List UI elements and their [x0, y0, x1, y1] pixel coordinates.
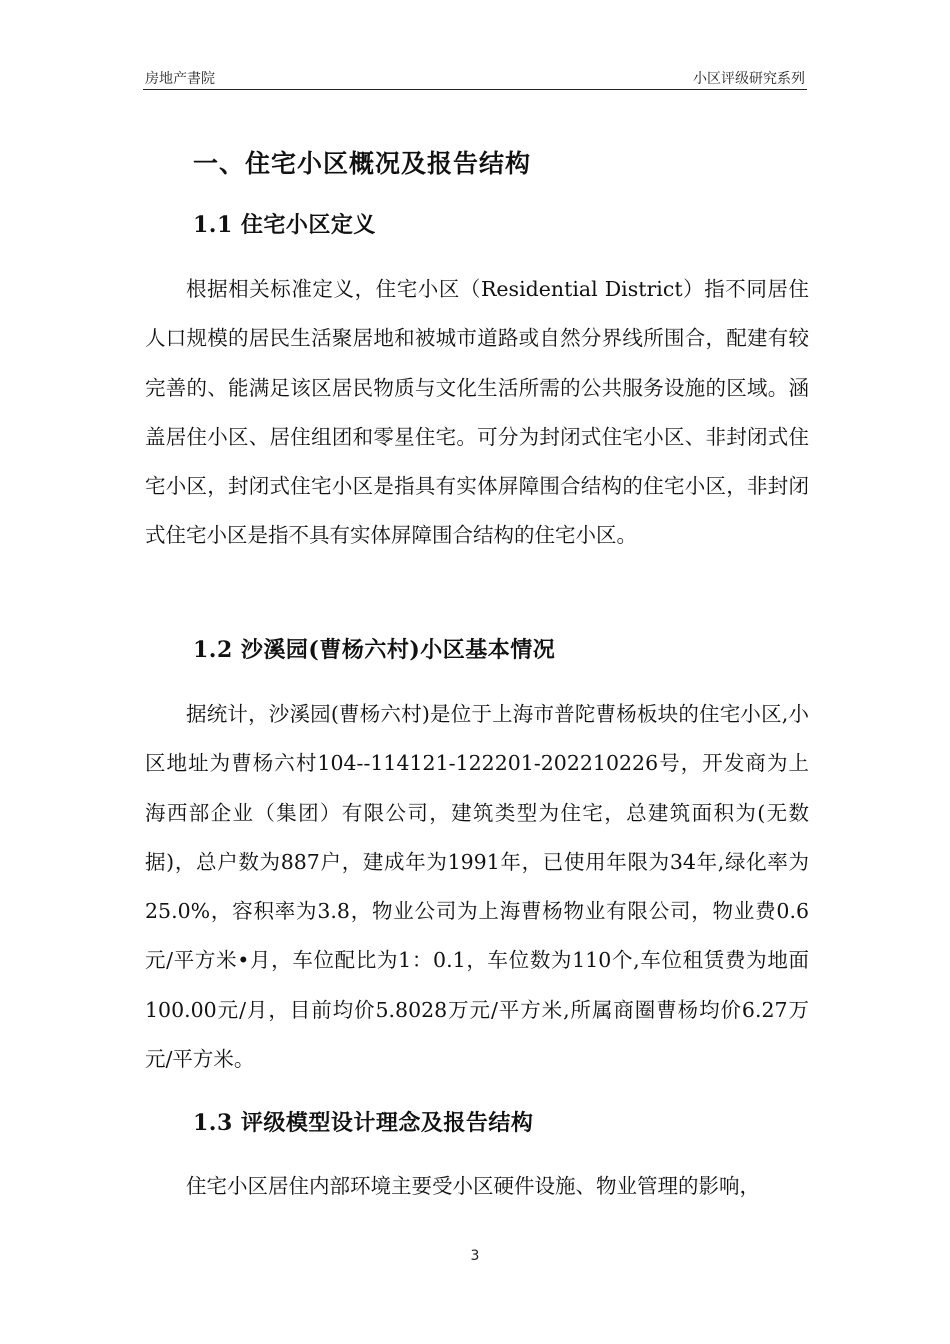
subsection-title-1-1: 1.1 住宅小区定义 [193, 212, 376, 238]
section-title: 一、住宅小区概况及报告结构 [193, 149, 532, 178]
page-header [143, 66, 807, 88]
header-right-text: 小区评级研究系列 [693, 71, 805, 87]
paragraph-definition: 根据相关标准定义，住宅小区（Residential District）指不同居住人口规模的居民生活聚居地和被城市道路或自然分界线所围合，配建有较完善的、能满足该区居民物质与文化生活所需的公共服务设施的区域。涵盖居住小区、居住组团和零星住宅。可分为封闭式住宅小区、非封闭式住宅小区，封闭式住宅小区是指具有实体屏障围合结构的住宅小区，非封闭式住宅小区是指不具有实体屏障围合结构的住宅小区。 [145, 277, 809, 548]
paragraph-model-design: 住宅小区居住内部环境主要受小区硬件设施、物业管理的影响， [186, 1174, 760, 1198]
subsection-title-1-3: 1.3 评级模型设计理念及报告结构 [193, 1110, 534, 1136]
subsection-title-1-2: 1.2 沙溪园(曹杨六村)小区基本情况 [193, 637, 556, 663]
header-divider [143, 89, 807, 90]
page-number: 3 [470, 1248, 480, 1264]
paragraph-basic-info: 据统计，沙溪园(曹杨六村)是位于上海市普陀曹杨板块的住宅小区,小区地址为曹杨六村104--114121-122201-202210226号，开发商为上海西部企业（集团）有限公司，建筑类型为住宅，总建筑面积为(无数据)，总户数为887户，建成年为1991年，已使用年限为34年,绿化率为25.0%，容积率为3.8，物业公司为上海曹杨物业有限公司，物业费0.6元/平方米•月，车位配比为1：0.1，车位数为110个,车位租赁费为地面100.00元/月，目前均价5.8028万元/平方米,所属商圈曹杨均价6.27万元/平方米。 [145, 702, 809, 1072]
header-left-text: 房地产書院 [145, 71, 215, 87]
